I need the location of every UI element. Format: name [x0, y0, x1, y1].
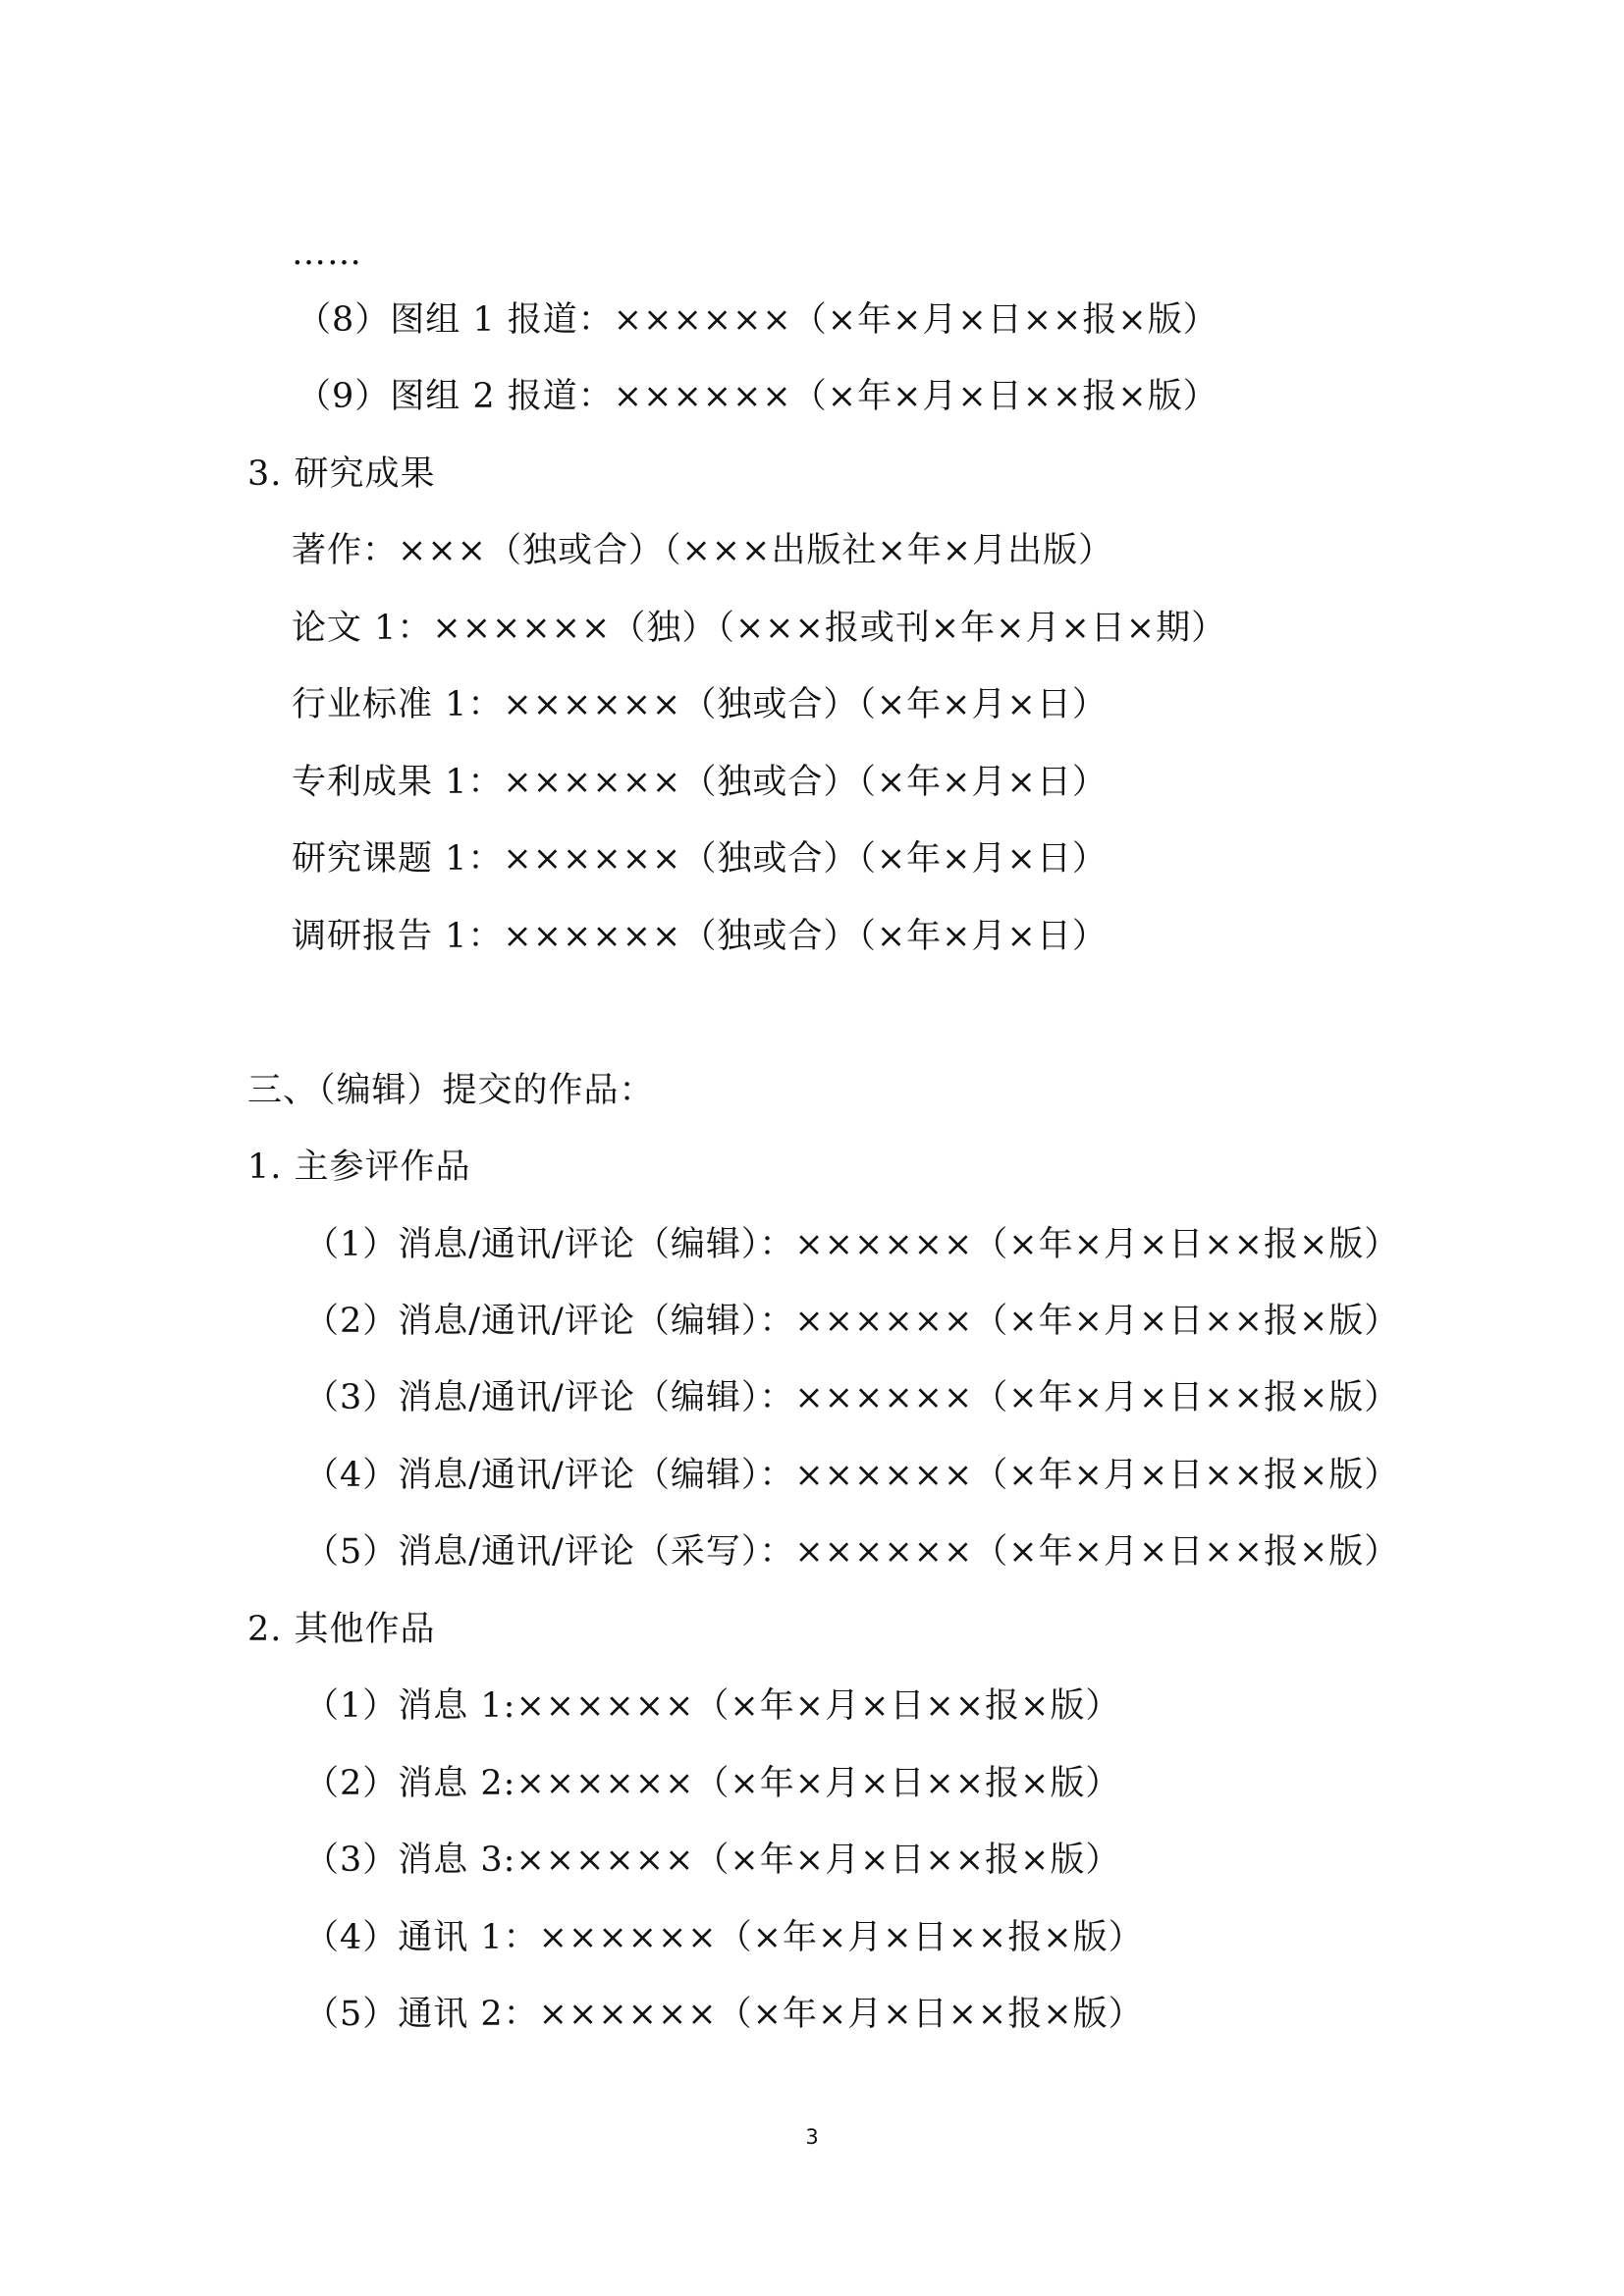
list-item: 论文 1：××××××（独）（×××报或刊×年×月×日×期）	[292, 609, 1227, 648]
list-item: （5）消息/通讯/评论（采写）：××××××（×年×月×日××报×版）	[304, 1532, 1400, 1572]
list-item: （2）消息 2:××××××（×年×月×日××报×版）	[304, 1764, 1121, 1803]
list-item: （5）通讯 2：××××××（×年×月×日××报×版）	[304, 1995, 1144, 2034]
list-item: 行业标准 1：××××××（独或合）（×年×月×日）	[292, 685, 1108, 724]
list-item: （1）消息/通讯/评论（编辑）：××××××（×年×月×日××报×版）	[304, 1225, 1400, 1264]
list-item: （9）图组 2 报道：××××××（×年×月×日××报×版）	[297, 377, 1218, 416]
section-heading: 1. 主参评作品	[247, 1148, 471, 1187]
chapter-heading: 三、（编辑）提交的作品：	[247, 1071, 655, 1110]
list-item: （4）消息/通讯/评论（编辑）：××××××（×年×月×日××报×版）	[304, 1456, 1400, 1495]
section-heading: 3. 研究成果	[247, 454, 436, 494]
section-heading: 2. 其他作品	[247, 1610, 436, 1649]
list-item: 调研报告 1：××××××（独或合）（×年×月×日）	[292, 917, 1108, 956]
list-item: （2）消息/通讯/评论（编辑）：××××××（×年×月×日××报×版）	[304, 1302, 1400, 1341]
list-item: 专利成果 1：××××××（独或合）（×年×月×日）	[292, 763, 1108, 802]
list-item: （4）通讯 1：××××××（×年×月×日××报×版）	[304, 1918, 1144, 1957]
list-item: 研究课题 1：××××××（独或合）（×年×月×日）	[292, 839, 1108, 879]
list-item: （8）图组 1 报道：××××××（×年×月×日××报×版）	[297, 300, 1218, 340]
list-item: （3）消息 3:××××××（×年×月×日××报×版）	[304, 1841, 1121, 1880]
page-number: 3	[805, 2125, 819, 2149]
list-item: 著作：×××（独或合）（×××出版社×年×月出版）	[292, 531, 1114, 570]
ellipsis-line: ……	[292, 234, 362, 273]
list-item: （3）消息/通讯/评论（编辑）：××××××（×年×月×日××报×版）	[304, 1378, 1400, 1417]
list-item: （1）消息 1:××××××（×年×月×日××报×版）	[304, 1686, 1121, 1726]
